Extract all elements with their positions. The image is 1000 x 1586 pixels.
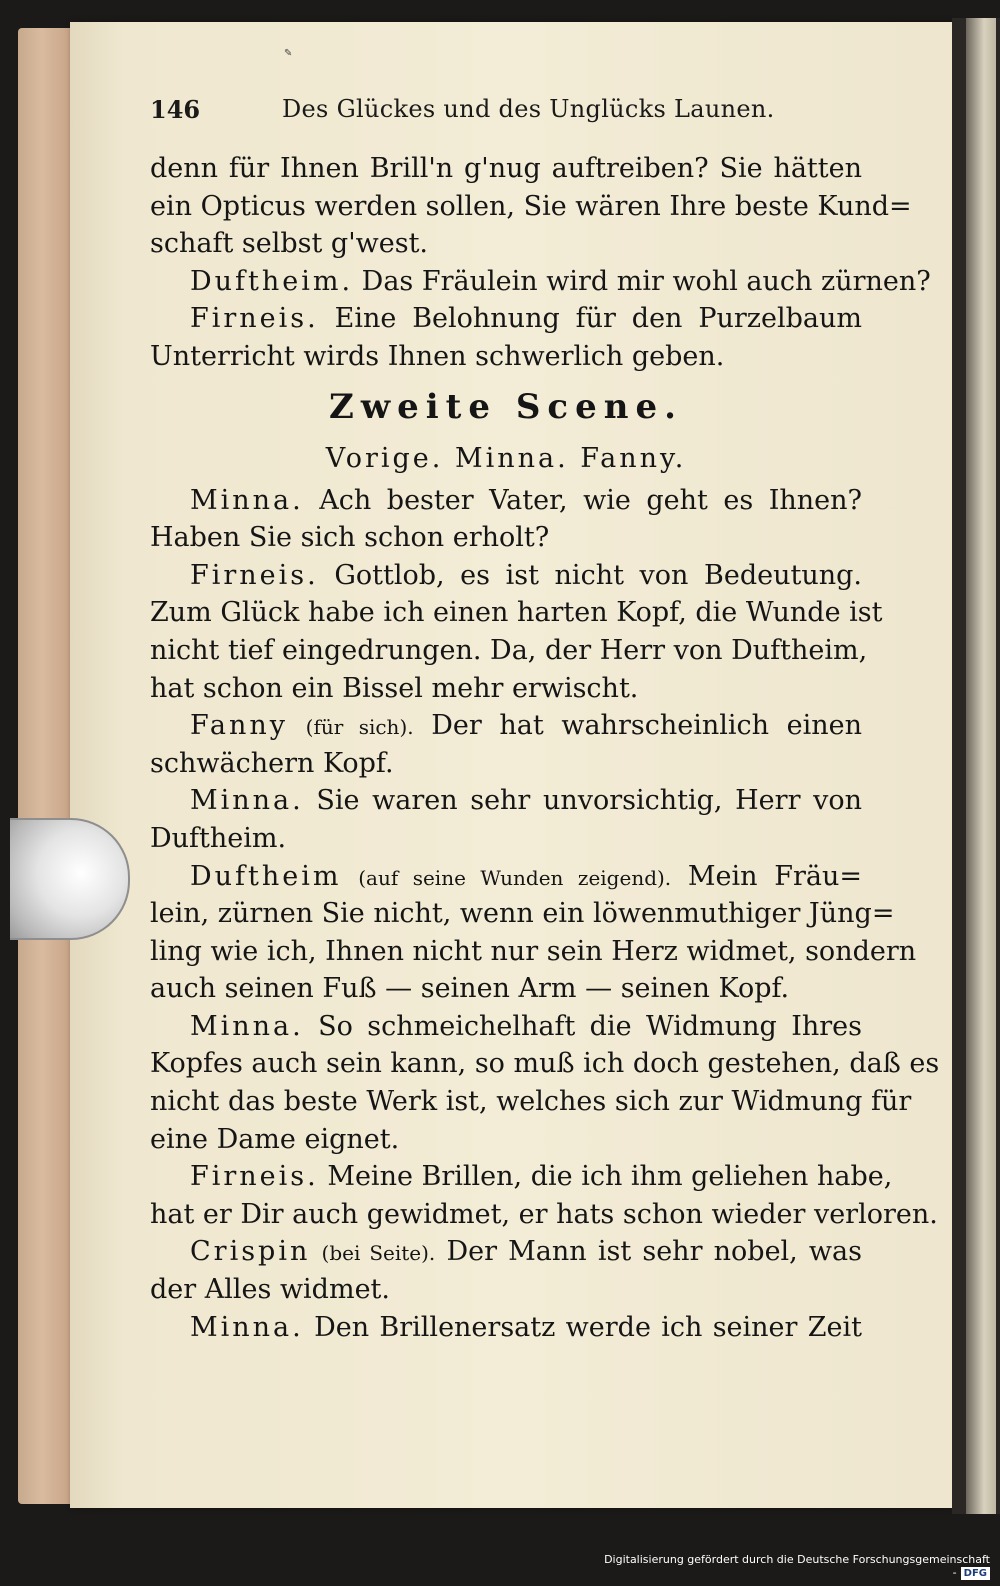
text-line: Unterricht wirds Ihnen schwerlich geben. xyxy=(150,340,725,372)
text-line: nicht das beste Werk ist, welches sich zur Widmung für xyxy=(150,1086,912,1118)
dialogue-text: Meine Brillen, die ich ihm geliehen habe, xyxy=(327,1161,893,1193)
text-line: hat er Dir auch gewidmet, er hats schon wieder verloren. xyxy=(150,1198,938,1230)
dialogue-text: So schmeichelhaft die Widmung Ihres xyxy=(318,1010,862,1042)
speaker-name: Firneis. xyxy=(190,559,319,591)
dialogue-text: Das Fräulein wird mir wohl auch zürnen? xyxy=(361,265,931,297)
page-clip xyxy=(10,818,130,940)
text-line: Zum Glück habe ich einen harten Kopf, die Wunde ist xyxy=(150,597,883,629)
dialogue-line xyxy=(150,263,931,301)
speaker-name: Fanny xyxy=(190,710,289,742)
speaker-name: Firneis. xyxy=(190,303,319,335)
speaker-name: Minna. xyxy=(190,484,304,516)
speaker-name: Minna. xyxy=(190,1311,304,1343)
dialogue-line xyxy=(150,782,862,820)
text-line: ein Opticus werden sollen, Sie wären Ihre beste Kund= xyxy=(150,190,912,222)
text-line: ling wie ich, Ihnen nicht nur sein Herz widmet, sondern xyxy=(150,935,917,967)
dialogue-text: Eine Belohnung für den Purzelbaum xyxy=(334,303,862,335)
text-line: denn für Ihnen Brill'n g'nug auftreiben? Sie hätten xyxy=(150,153,862,184)
speaker-name: Minna. xyxy=(190,785,304,817)
ink-mark: ✎ xyxy=(284,48,293,59)
dialogue-line xyxy=(150,1008,862,1046)
speaker-name: Minna. xyxy=(190,1010,304,1042)
text-line: eine Dame eignet. xyxy=(150,1123,400,1155)
text-line: Duftheim. xyxy=(150,822,287,854)
text-line: lein, zürnen Sie nicht, wenn ein löwenmuthiger Jüng= xyxy=(150,898,895,930)
stage-direction: (bei Seite). xyxy=(321,1241,436,1266)
dialogue-line xyxy=(150,1309,862,1347)
dialogue-text: Gottlob, es ist nicht von Bedeutung. xyxy=(334,559,862,591)
dialogue-text: Ach bester Vater, wie geht es Ihnen? xyxy=(319,484,862,516)
text-line: Haben Sie sich schon erholt? xyxy=(150,522,550,554)
dialogue-line xyxy=(150,1233,862,1271)
dialogue-line xyxy=(150,300,862,338)
speaker-name: Crispin xyxy=(190,1236,311,1268)
dialogue-line xyxy=(150,707,862,745)
credit-text: Digitalisierung gefördert durch die Deutsche Forschungsgemeinschaft - xyxy=(604,1553,990,1579)
speaker-name: Duftheim xyxy=(190,860,342,892)
stage-direction: (auf seine Wunden zeigend). xyxy=(358,865,672,890)
dialogue-text: Der hat wahrscheinlich einen xyxy=(431,710,862,742)
dialogue-line xyxy=(150,482,862,520)
dialogue-line xyxy=(150,557,862,595)
dialogue-text: Der Mann ist sehr nobel, was xyxy=(446,1236,862,1268)
speaker-name: Duftheim. xyxy=(190,265,354,297)
dialogue-line xyxy=(150,1158,893,1196)
dialogue-text: Mein Fräu= xyxy=(687,860,862,892)
scene-heading: Zweite Scene. xyxy=(329,386,683,427)
page-number: 146 xyxy=(150,95,201,124)
dialogue-text: Den Brillenersatz werde ich seiner Zeit xyxy=(314,1311,862,1343)
book-edge xyxy=(18,28,78,1504)
dialogue-text: Sie waren sehr unvorsichtig, Herr von xyxy=(316,785,862,817)
text-line: Kopfes auch sein kann, so muß ich doch gestehen, daß es xyxy=(150,1048,940,1080)
cast-line: Vorige. Minna. Fanny. xyxy=(325,442,687,474)
text-line: hat schon ein Bissel mehr erwischt. xyxy=(150,672,639,704)
text-line: schwächern Kopf. xyxy=(150,747,394,779)
facing-page-edge xyxy=(952,18,1000,1514)
text-line: der Alles widmet. xyxy=(150,1274,390,1306)
text-line: schaft selbst g'west. xyxy=(150,228,429,260)
page-header xyxy=(150,95,862,135)
stage-direction: (für sich). xyxy=(305,715,414,740)
text-line: auch seinen Fuß — seinen Arm — seinen Kopf. xyxy=(150,973,790,1005)
digitization-credit xyxy=(600,1553,990,1577)
text-line: nicht tief eingedrungen. Da, der Herr von Duftheim, xyxy=(150,634,868,666)
speaker-name: Firneis. xyxy=(190,1161,319,1193)
running-title: Des Glückes und des Unglücks Launen. xyxy=(282,95,775,123)
page-body xyxy=(150,150,940,1346)
dfg-logo: DFG xyxy=(961,1567,990,1580)
dialogue-line xyxy=(150,858,862,896)
